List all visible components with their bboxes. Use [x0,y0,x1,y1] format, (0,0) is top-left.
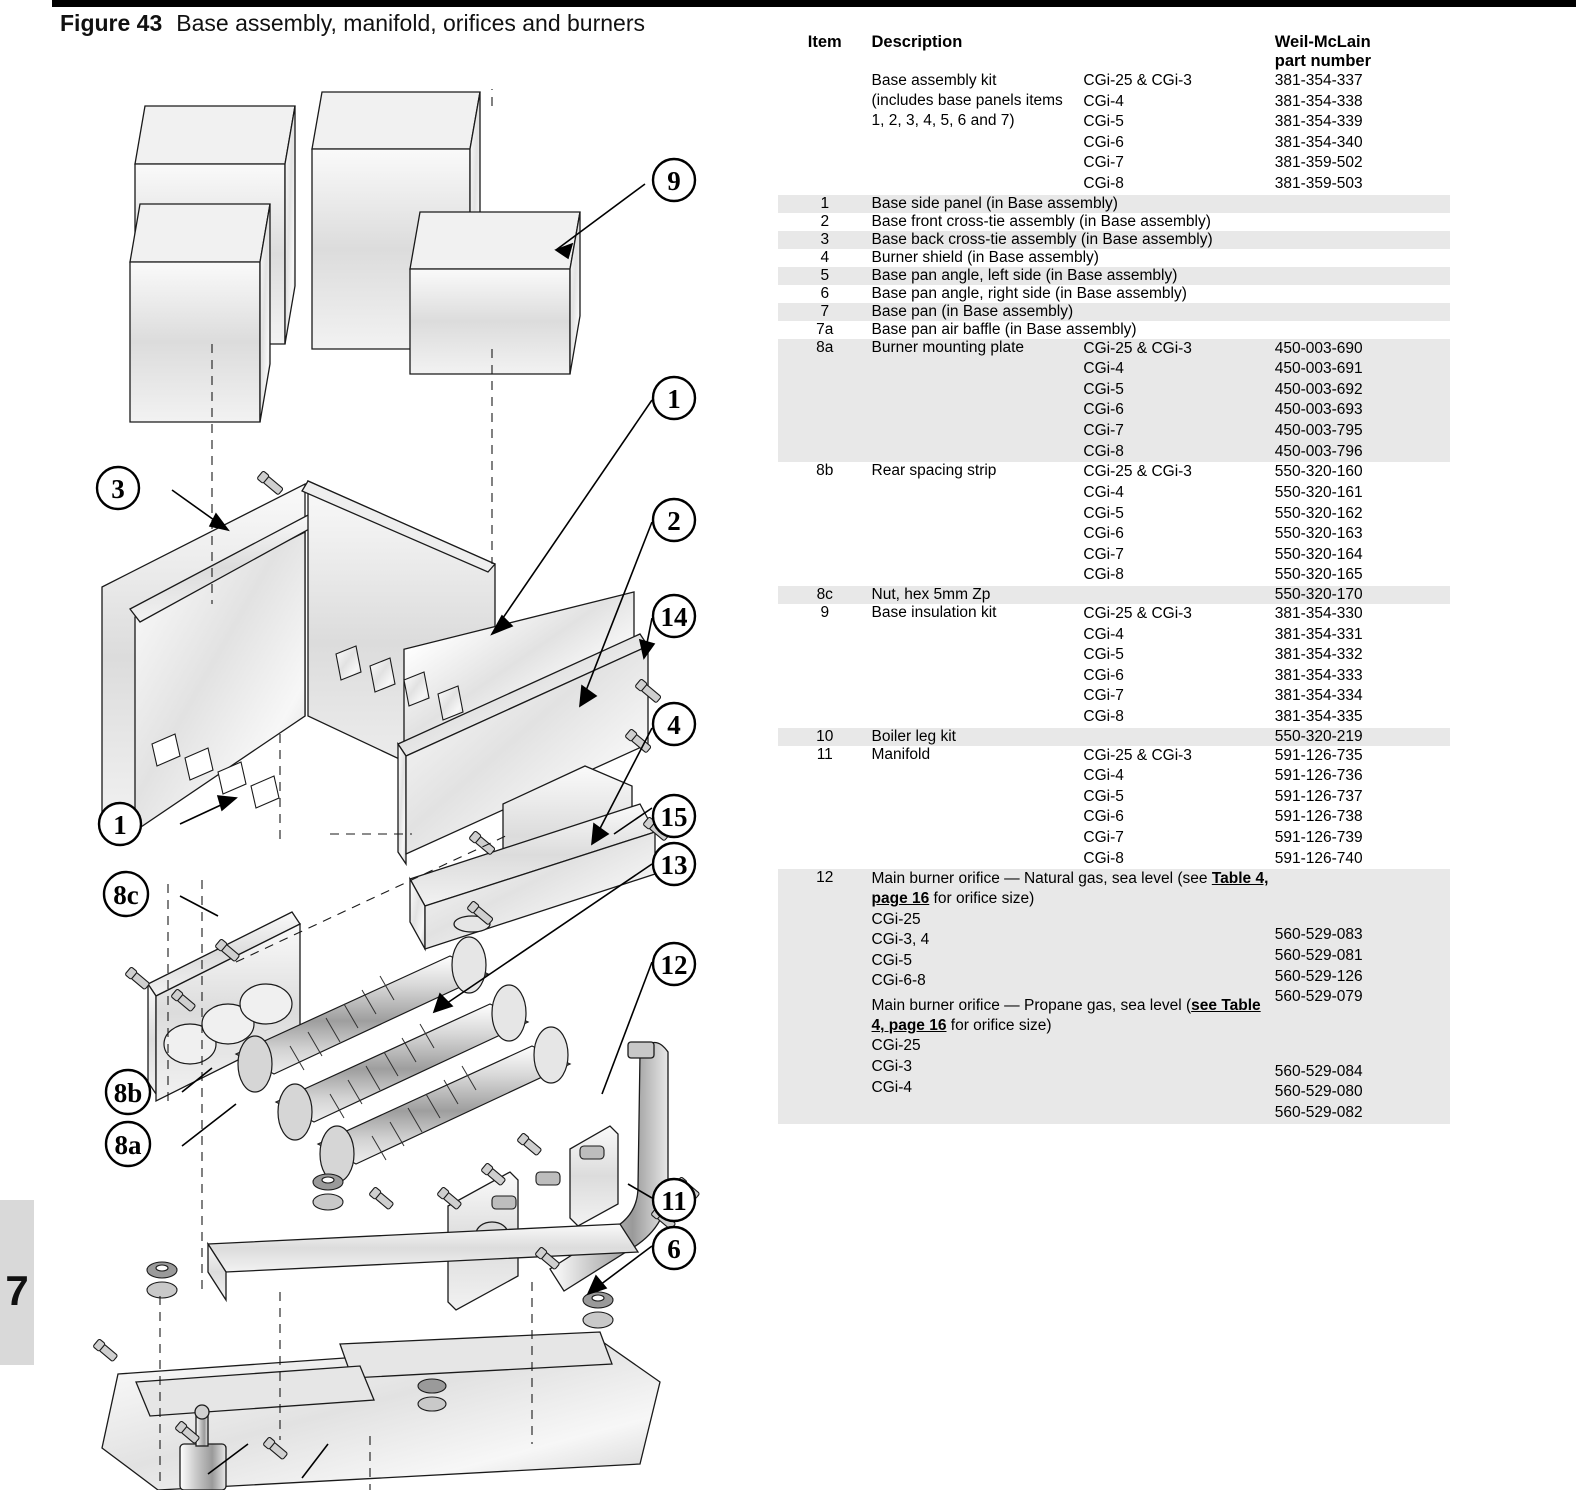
part-number: 450-003-692 [1274,380,1363,398]
row-models [1083,604,1274,728]
svg-text:8c: 8c [113,880,139,910]
part-number: 381-354-337 [1274,72,1363,89]
part-number: 381-354-340 [1274,133,1363,151]
row-part-numbers [1275,746,1450,870]
table-row [778,728,1450,746]
part-number: 560-529-126 [1274,967,1363,985]
svg-text:8b: 8b [113,1078,143,1108]
table-row [778,339,1450,463]
orifice-propane-intro-tail: for orifice size) [946,1017,1052,1035]
row-description: Base pan angle, left side (in Base assembly) [872,267,1450,285]
svg-text:6: 6 [667,1234,681,1264]
row-description: Base side panel (in Base assembly) [872,195,1450,213]
svg-text:4: 4 [667,710,681,740]
part-number: 381-354-331 [1274,625,1363,643]
svg-text:1: 1 [113,810,127,840]
model-label: CGi-25 & CGi-3 [1083,604,1192,622]
table-header-row [778,33,1450,71]
row-part-numbers [1275,71,1450,195]
row-part-numbers: 550-320-219 [1275,728,1450,746]
row-description-line: Base assembly kit [871,72,997,89]
model-label: CGi-5 [871,951,912,969]
model-label: CGi-5 [1083,504,1124,522]
model-label: CGi-4 [1083,483,1124,501]
model-label: CGi-25 & CGi-3 [1083,746,1192,764]
table-row-orifices [778,869,1450,1123]
model-label: CGi-7 [1083,422,1124,440]
table-row [778,321,1450,339]
model-label: CGi-3, 4 [871,931,930,949]
table-row [778,267,1450,285]
row-item [778,71,872,195]
svg-text:13: 13 [660,850,688,880]
row-item: 5 [778,267,872,285]
svg-text:3: 3 [111,474,125,504]
row-item: 12 [778,869,872,1123]
model-label: CGi-25 & CGi-3 [1083,463,1192,481]
svg-text:14: 14 [660,602,688,632]
row-item: 8a [778,339,872,463]
part-number: 450-003-693 [1274,401,1363,419]
part-number: 560-529-083 [1274,926,1363,944]
orifice-natural-models [872,910,1275,992]
row-models [1083,462,1274,586]
row-description [872,71,1084,195]
table-row [778,249,1450,267]
model-label: CGi-7 [1083,545,1124,563]
model-label: CGi-6 [1083,525,1124,543]
part-number: 560-529-080 [1274,1083,1363,1101]
part-number: 550-320-162 [1274,504,1363,522]
table-row [778,71,1450,195]
orifice-natural-link[interactable]: Table 4, page 16 [871,870,1269,908]
model-label: CGi-25 & CGi-3 [1083,339,1192,357]
part-number: 560-529-082 [1274,1103,1363,1121]
orifice-propane-intro-text: Main burner orifice — Propane gas, sea level ( [871,997,1192,1014]
part-number: 560-529-084 [1274,1062,1363,1080]
row-part-numbers [1275,604,1450,728]
part-number: 591-126-736 [1274,767,1363,785]
model-label: CGi-8 [1083,442,1124,460]
row-description: Manifold [872,746,1084,870]
svg-text:15: 15 [660,802,688,832]
model-label: CGi-25 [871,1037,921,1055]
figure-title: Base assembly, manifold, orifices and burners [176,10,646,36]
model-label: CGi-8 [1083,175,1124,193]
model-label: CGi-6 [1083,401,1124,419]
orifice-natural-intro [872,869,1275,909]
part-number: 381-354-332 [1274,646,1363,664]
svg-text:9: 9 [667,166,681,196]
table-row [778,303,1450,321]
table-row [778,604,1450,728]
row-description [872,869,1275,1123]
row-models [1083,71,1274,195]
model-label: CGi-4 [1083,625,1124,643]
page-side-tab-number: 7 [5,1267,29,1314]
row-description: Base back cross-tie assembly (in Base assembly) [872,231,1450,249]
column-header-part-number [1275,33,1450,71]
row-item: 7a [778,321,872,339]
row-part-numbers: 550-320-170 [1275,586,1450,604]
row-item: 10 [778,728,872,746]
svg-text:1: 1 [667,384,681,414]
column-header-item: Item [807,33,842,51]
model-label: CGi-5 [1083,646,1124,664]
row-item: 3 [778,231,872,249]
part-number: 381-354-333 [1274,666,1363,684]
exploded-assembly-drawing [40,44,760,1490]
orifice-propane-intro [872,996,1275,1036]
model-label: CGi-8 [1083,849,1124,867]
row-part-numbers [1275,462,1450,586]
row-item: 6 [778,285,872,303]
orifice-propane-models [872,1036,1275,1098]
part-number: 591-126-735 [1274,746,1363,764]
model-label: CGi-25 & CGi-3 [1083,72,1192,89]
row-models [1083,746,1274,870]
row-item: 2 [778,213,872,231]
row-item: 8b [778,462,872,586]
row-models [1083,339,1274,463]
orifice-propane-parts [1275,1062,1450,1124]
row-description: Boiler leg kit [872,728,1275,746]
table-row [778,285,1450,303]
table-row [778,586,1450,604]
row-part-numbers [1275,339,1450,463]
model-label: CGi-6 [1083,666,1124,684]
row-description: Base pan angle, right side (in Base assembly) [872,285,1450,303]
model-label: CGi-8 [1083,566,1124,584]
row-description: Nut, hex 5mm Zp [872,586,1275,604]
svg-text:12: 12 [660,950,688,980]
model-label: CGi-4 [1083,92,1124,110]
column-header-description: Description [871,33,963,51]
part-number: 591-126-738 [1274,808,1363,826]
svg-text:8a: 8a [114,1130,142,1160]
part-number: 550-320-160 [1274,463,1363,481]
row-description: Rear spacing strip [872,462,1084,586]
part-number: 381-354-330 [1274,604,1363,622]
table-row [778,746,1450,870]
model-label: CGi-3 [871,1057,912,1075]
table-row [778,195,1450,213]
table-row [778,213,1450,231]
svg-text:2: 2 [667,506,681,536]
row-item: 4 [778,249,872,267]
part-number: 550-320-161 [1274,483,1363,501]
orifice-natural-intro-text: Main burner orifice — Natural gas, sea level (see [871,870,1212,888]
row-description: Burner mounting plate [872,339,1084,463]
model-label: CGi-4 [871,1078,912,1096]
row-description: Base insulation kit [872,604,1084,728]
row-description: Base pan air baffle (in Base assembly) [872,321,1450,339]
part-number: 450-003-796 [1274,442,1363,460]
part-number: 381-354-339 [1274,113,1363,131]
row-description: Base front cross-tie assembly (in Base assembly) [872,213,1450,231]
part-number: 560-529-081 [1274,946,1363,964]
row-item: 9 [778,604,872,728]
row-item: 7 [778,303,872,321]
row-description-line: (includes base panels items [871,92,1063,110]
orifice-natural-intro-tail: for orifice size) [929,890,1035,908]
part-number: 450-003-690 [1274,339,1363,357]
row-description: Burner shield (in Base assembly) [872,249,1450,267]
row-item: 8c [778,586,872,604]
orifice-natural-parts [1275,925,1450,1007]
table-row [778,231,1450,249]
part-number-header-line2: part number [1274,52,1372,70]
part-number: 450-003-795 [1274,422,1363,440]
model-label: CGi-7 [1083,154,1124,172]
row-part-numbers [1275,869,1450,1123]
model-label: CGi-7 [1083,687,1124,705]
row-description: Base pan (in Base assembly) [872,303,1450,321]
model-label: CGi-6 [1083,133,1124,151]
model-label: CGi-8 [1083,708,1124,726]
row-item: 11 [778,746,872,870]
page-top-rule [52,0,1576,7]
parts-list-table [778,33,1450,1124]
figure-label: Figure 43 [60,10,163,36]
table-row [778,462,1450,586]
row-item: 1 [778,195,872,213]
part-number: 591-126-739 [1274,829,1363,847]
model-label: CGi-4 [1083,360,1124,378]
model-label: CGi-6 [1083,808,1124,826]
part-number: 381-359-503 [1274,175,1363,193]
part-number: 591-126-740 [1274,849,1363,867]
model-label: CGi-5 [1083,380,1124,398]
model-label: CGi-25 [871,910,921,928]
model-label: CGi-6-8 [871,972,926,990]
part-number-header-line1: Weil-McLain [1274,33,1371,51]
model-label: CGi-5 [1083,113,1124,131]
part-number: 381-359-502 [1274,154,1363,172]
part-number: 591-126-737 [1274,787,1363,805]
part-number: 381-354-338 [1274,92,1363,110]
model-label: CGi-4 [1083,767,1124,785]
part-number: 560-529-079 [1274,988,1363,1006]
svg-text:11: 11 [661,1186,687,1216]
part-number: 550-320-164 [1274,545,1363,563]
model-label: CGi-5 [1083,787,1124,805]
part-number: 381-354-335 [1274,708,1363,726]
part-number: 381-354-334 [1274,687,1363,705]
model-label: CGi-7 [1083,829,1124,847]
figure-caption [60,10,645,37]
row-description-line: 1, 2, 3, 4, 5, 6 and 7) [871,112,1015,130]
part-number: 450-003-691 [1274,360,1363,378]
orifice-propane-link[interactable]: see Table 4, page 16 [871,997,1261,1035]
part-number: 550-320-165 [1274,566,1363,584]
part-number: 550-320-163 [1274,525,1363,543]
